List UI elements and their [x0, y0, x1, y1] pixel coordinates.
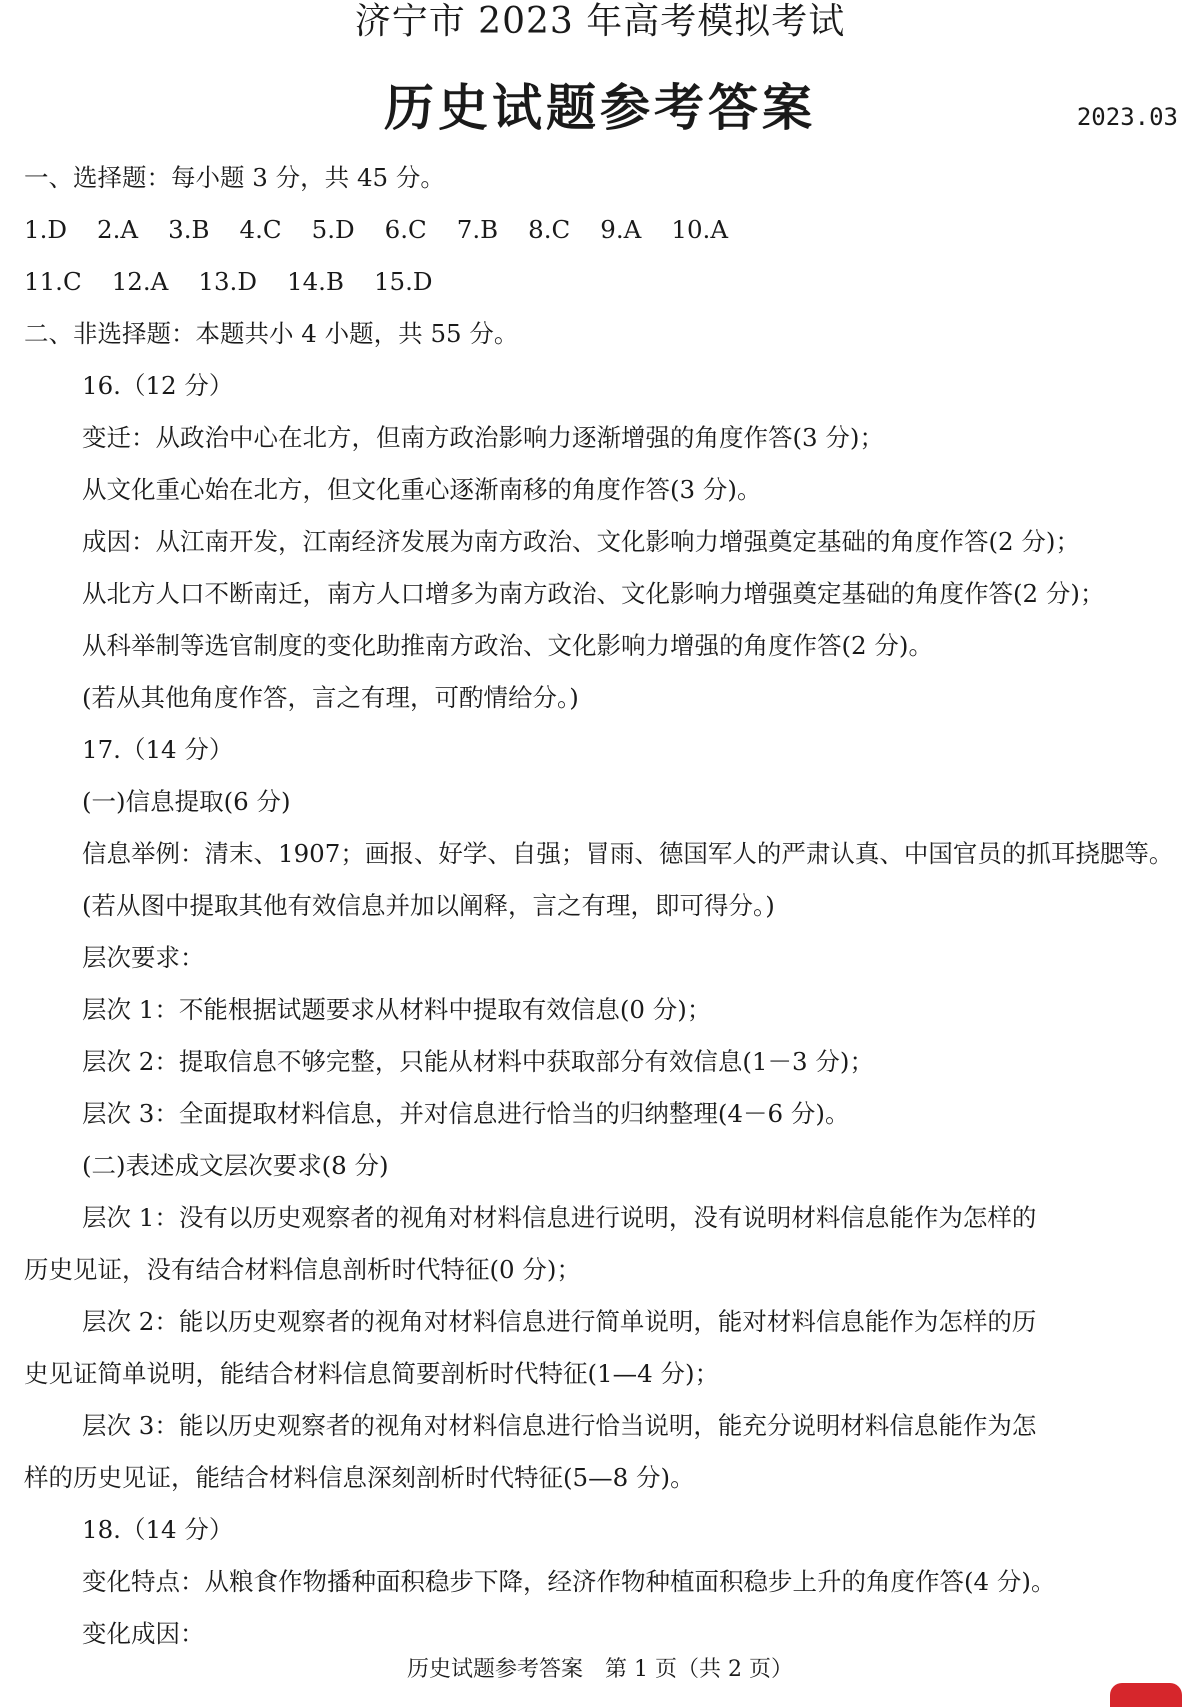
mc-answer: 13.D: [198, 267, 257, 296]
mc-answer: 1.D: [24, 215, 68, 244]
page-footer: 历史试题参考答案 第 1 页（共 2 页）: [407, 1657, 793, 1682]
q17-line: 层次 1：没有以历史观察者的视角对材料信息进行说明，没有说明材料信息能作为怎样的: [82, 1203, 1037, 1232]
mc-answers-row-2: [24, 256, 1180, 308]
q17-line: 层次要求：: [82, 943, 205, 972]
q16-line: 从科举制等选官制度的变化助推南方政治、文化影响力增强的角度作答(2 分)。: [82, 631, 933, 660]
mc-answer: 3.B: [168, 215, 210, 244]
mc-answer: 9.A: [600, 215, 642, 244]
mc-answer: 5.D: [311, 215, 355, 244]
mc-answer: 2.A: [97, 215, 139, 244]
mc-answer: 6.C: [384, 215, 427, 244]
q16-line: 成因：从江南开发，江南经济发展为南方政治、文化影响力增强奠定基础的角度作答(2 分)；: [82, 527, 1080, 556]
section2-heading: 二、非选择题：本题共小 4 小题，共 55 分。: [24, 319, 519, 348]
q16-line: 变迁：从政治中心在北方，但南方政治影响力逐渐增强的角度作答(3 分)；: [82, 423, 884, 452]
document-title: 历史试题参考答案: [384, 79, 816, 137]
corner-mark: [1110, 1683, 1182, 1707]
mc-answer: 8.C: [528, 215, 571, 244]
q18-line: 变化特点：从粮食作物播种面积稳步下降，经济作物种植面积稳步上升的角度作答(4 分)。: [82, 1567, 1056, 1596]
mc-answer: 11.C: [24, 267, 82, 296]
q17-line: 样的历史见证，能结合材料信息深刻剖析时代特征(5—8 分)。: [24, 1463, 695, 1492]
q17-line: 层次 2：能以历史观察者的视角对材料信息进行简单说明，能对材料信息能作为怎样的历: [82, 1307, 1037, 1336]
q17-line: 史见证简单说明，能结合材料信息简要剖析时代特征(1—4 分)；: [24, 1359, 720, 1388]
q17-title: 17.（14 分）: [82, 735, 234, 764]
mc-answer: 7.B: [456, 215, 499, 244]
q16-note: (若从其他角度作答，言之有理，可酌情给分。): [82, 683, 579, 712]
mc-answers-row-1: [24, 204, 1180, 256]
q16-title: 16.（12 分）: [82, 371, 234, 400]
q17-part1-title: (一)信息提取(6 分): [82, 787, 291, 816]
q17-part2-title: (二)表述成文层次要求(8 分): [82, 1151, 389, 1180]
mc-answer: 15.D: [373, 267, 433, 296]
q18-line: 变化成因：: [82, 1619, 205, 1648]
q17-line: 层次 2：提取信息不够完整，只能从材料中获取部分有效信息(1－3 分)；: [82, 1047, 874, 1076]
q17-note: (若从图中提取其他有效信息并加以阐释，言之有理，即可得分。): [82, 891, 775, 920]
q17-line: 历史见证，没有结合材料信息剖析时代特征(0 分)；: [24, 1255, 581, 1284]
mc-answer: 14.B: [286, 267, 344, 296]
q17-line: 层次 3：能以历史观察者的视角对材料信息进行恰当说明，能充分说明材料信息能作为怎: [82, 1411, 1037, 1440]
q17-line: 层次 3：全面提取材料信息，并对信息进行恰当的归纳整理(4－6 分)。: [82, 1099, 850, 1128]
mc-answer: 12.A: [111, 267, 169, 296]
answer-content: [24, 152, 1180, 1660]
q16-line: 从北方人口不断南迁，南方人口增多为南方政治、文化影响力增强奠定基础的角度作答(2 分)；: [82, 579, 1105, 608]
q16-line: 从文化重心始在北方，但文化重心逐渐南移的角度作答(3 分)。: [82, 475, 762, 504]
mc-answer: 10.A: [671, 215, 729, 244]
exam-title: 济宁市 2023 年高考模拟考试: [354, 1, 846, 42]
q17-line: 层次 1：不能根据试题要求从材料中提取有效信息(0 分)；: [82, 995, 712, 1024]
section1-heading: 一、选择题：每小题 3 分，共 45 分。: [24, 163, 445, 192]
mc-answer: 4.C: [239, 215, 282, 244]
q18-title: 18.（14 分）: [82, 1515, 234, 1544]
q17-line: 信息举例：清末、1907；画报、好学、自强；冒雨、德国军人的严肃认真、中国官员的抓耳挠腮等。: [82, 839, 1174, 868]
document-date: 2023.03: [1076, 103, 1178, 131]
